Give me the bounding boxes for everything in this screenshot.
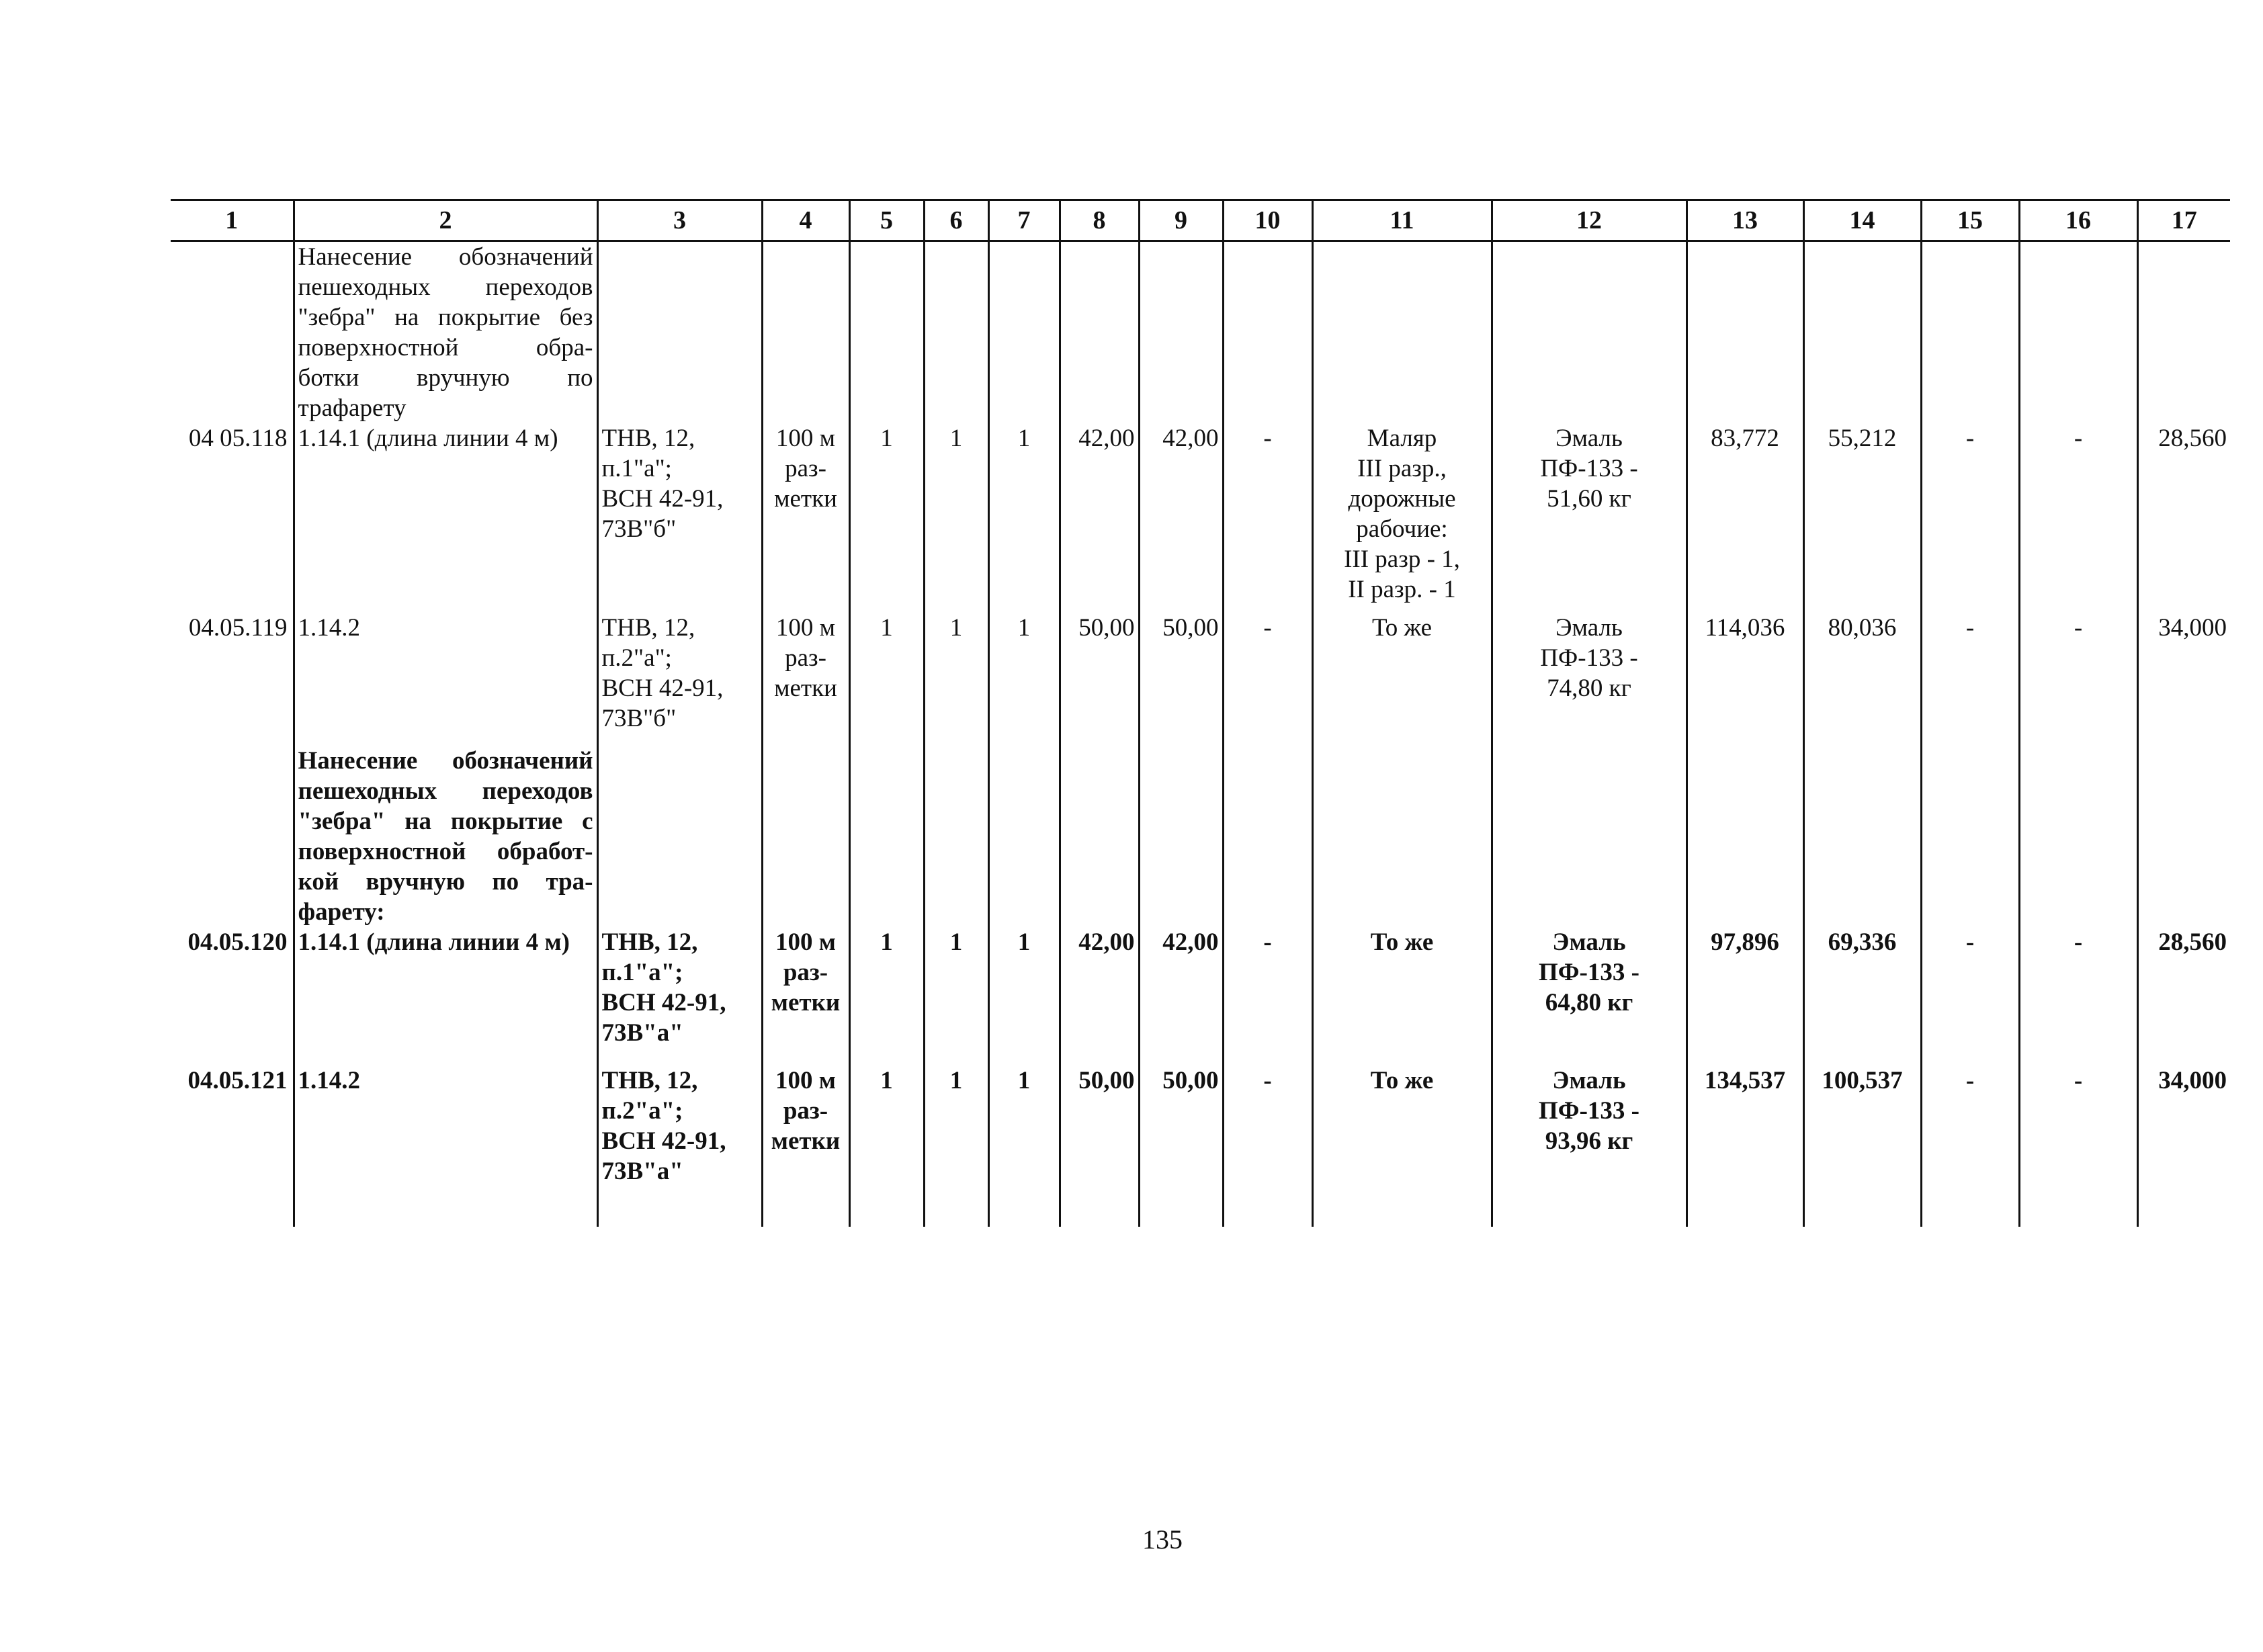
cell: 80,036: [1803, 613, 1921, 746]
row-workers: То же: [1312, 927, 1492, 1066]
column-header: 9: [1139, 200, 1223, 241]
row-unit: 100 м раз- метки: [762, 613, 849, 746]
cell: -: [1921, 613, 2019, 746]
cell: 50,00: [1139, 613, 1223, 746]
cell: -: [2019, 613, 2137, 746]
cell: -: [1223, 423, 1312, 613]
row-unit: 100 м раз- метки: [762, 927, 849, 1066]
column-header: 1: [171, 200, 294, 241]
row-material: Эмаль ПФ-133 - 64,80 кг: [1492, 927, 1686, 1066]
row-workers: То же: [1312, 1066, 1492, 1227]
column-number-header: [171, 200, 2230, 241]
cell: -: [1223, 1066, 1312, 1227]
cell: 1: [988, 423, 1060, 613]
cell: 42,00: [1060, 423, 1139, 613]
cell: 1: [849, 1066, 924, 1227]
cell: 1: [924, 927, 988, 1066]
row-reference: ТНВ, 12, п.2"а"; ВСН 42-91, 73В"а": [597, 1066, 762, 1227]
cell: -: [1223, 927, 1312, 1066]
table-row: [171, 613, 2230, 746]
cell: 42,00: [1060, 927, 1139, 1066]
row-material: Эмаль ПФ-133 - 51,60 кг: [1492, 423, 1686, 613]
row-code: 04 05.118: [188, 425, 288, 452]
cell: 50,00: [1060, 613, 1139, 746]
cell: 42,00: [1139, 423, 1223, 613]
page-number: 135: [1142, 1524, 1183, 1555]
cell: 83,772: [1686, 423, 1803, 613]
row-code: 04.05.119: [188, 614, 288, 642]
row-unit: 100 м раз- метки: [762, 423, 849, 613]
cell: 1: [988, 613, 1060, 746]
row-name: 1.14.1 (длина линии 4 м): [294, 927, 597, 1066]
column-header: 13: [1686, 200, 1803, 241]
column-header: 2: [294, 200, 597, 241]
column-header: 8: [1060, 200, 1139, 241]
cell: -: [1921, 927, 2019, 1066]
section-title-row: [171, 746, 2230, 927]
column-header: 10: [1223, 200, 1312, 241]
row-workers: Маляр III разр., дорожные рабочие: III разр - 1, II разр. - 1: [1312, 423, 1492, 613]
section-title: Нанесение обозначений пешеходных переходов "зебра" на покрытие без поверхностной обра- ботки вручную по трафарету: [294, 241, 597, 424]
row-code: 04.05.121: [187, 1067, 288, 1094]
cell: 34,000: [2137, 613, 2230, 746]
column-header: 3: [597, 200, 762, 241]
row-reference: ТНВ, 12, п.1"а"; ВСН 42-91, 73В"б": [597, 423, 762, 613]
column-header: 16: [2019, 200, 2137, 241]
rates-table: [171, 199, 2230, 1227]
column-header: 14: [1803, 200, 1921, 241]
cell: -: [2019, 423, 2137, 613]
cell: 55,212: [1803, 423, 1921, 613]
cell: 34,000: [2137, 1066, 2230, 1227]
column-header: 7: [988, 200, 1060, 241]
cell: 1: [849, 613, 924, 746]
column-header: 5: [849, 200, 924, 241]
row-reference: ТНВ, 12, п.2"а"; ВСН 42-91, 73В"б": [597, 613, 762, 746]
cell: 1: [988, 1066, 1060, 1227]
cell: 1: [924, 423, 988, 613]
cell: 1: [924, 613, 988, 746]
row-reference: ТНВ, 12, п.1"а"; ВСН 42-91, 73В"а": [597, 927, 762, 1066]
cell: 50,00: [1060, 1066, 1139, 1227]
cell: -: [2019, 1066, 2137, 1227]
table-row: [171, 927, 2230, 1066]
cell: 97,896: [1686, 927, 1803, 1066]
column-header: 11: [1312, 200, 1492, 241]
row-material: Эмаль ПФ-133 - 93,96 кг: [1492, 1066, 1686, 1227]
table-row: [171, 423, 2230, 613]
table-row: [171, 1066, 2230, 1227]
section-title-row: [171, 241, 2230, 424]
row-unit: 100 м раз- метки: [762, 1066, 849, 1227]
row-name: 1.14.2: [294, 1066, 597, 1227]
cell: -: [1921, 1066, 2019, 1227]
cell: 1: [849, 927, 924, 1066]
cell: 1: [924, 1066, 988, 1227]
row-workers: То же: [1312, 613, 1492, 746]
cell: 114,036: [1686, 613, 1803, 746]
cell: -: [1921, 423, 2019, 613]
cell: -: [2019, 927, 2137, 1066]
column-header: 6: [924, 200, 988, 241]
row-name: 1.14.2: [294, 613, 597, 746]
row-code: 04.05.120: [187, 928, 288, 956]
row-material: Эмаль ПФ-133 - 74,80 кг: [1492, 613, 1686, 746]
cell: 42,00: [1139, 927, 1223, 1066]
column-header: 15: [1921, 200, 2019, 241]
cell: 100,537: [1803, 1066, 1921, 1227]
cell: 1: [849, 423, 924, 613]
cell: -: [1223, 613, 1312, 746]
section-title: Нанесение обозначений пешеходных переходов "зебра" на покрытие с поверхностной обработ- кой вручную по тра- фарету:: [294, 746, 597, 927]
row-name: 1.14.1 (длина линии 4 м): [294, 423, 597, 613]
column-header: 4: [762, 200, 849, 241]
cell: 50,00: [1139, 1066, 1223, 1227]
cell: 134,537: [1686, 1066, 1803, 1227]
column-header: 12: [1492, 200, 1686, 241]
column-header: 17: [2137, 200, 2230, 241]
cell: 28,560: [2137, 927, 2230, 1066]
cell: 28,560: [2137, 423, 2230, 613]
cell: 1: [988, 927, 1060, 1066]
cell: 69,336: [1803, 927, 1921, 1066]
